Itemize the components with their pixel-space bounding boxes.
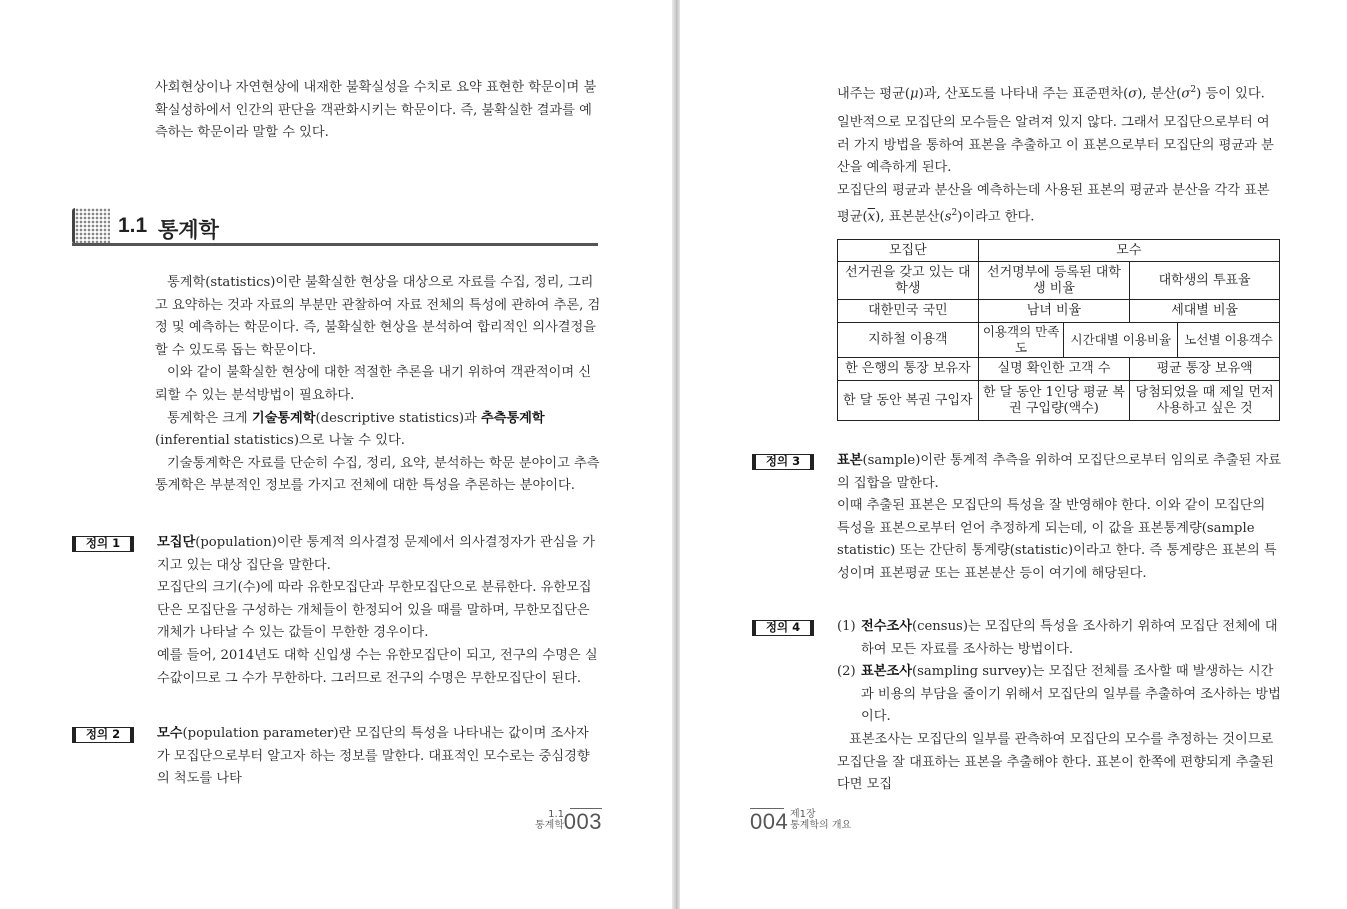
- definition-4-item-2: (2) 표본조사(sampling survey)는 모집단 전체를 조사할 때 발생하는 시간과 비용의 부담을 줄이기 위해서 모집단의 일부를 추출하여 조사하는 방법이다.: [837, 664, 1281, 725]
- definition-2-body: 모수(population parameter)란 모집단의 특성을 나타내는 값이며 조사자가 모집단으로부터 알고자 하는 정보를 말한다. 대표적인 모수로는 중심경향의 척도를 나타: [157, 726, 590, 787]
- paragraph-parameters: 내주는 평균(μ)과, 산포도를 나타내 주는 표준편차(σ), 분산$(\sigma^2)$ 등이 있다.: [837, 85, 1265, 102]
- table-header: 모수: [978, 240, 1279, 262]
- section-rule: [72, 243, 598, 246]
- right-footer: 004 제1장 통계학의 개요: [750, 809, 852, 834]
- paragraph-descriptive: 기술통계학은 자료를 단순히 수집, 정리, 요약, 분석하는 학문 분야이고 추측통계학은 부분적인 정보를 가지고 전체에 대한 특성을 추론하는 분야이다.: [155, 455, 600, 494]
- table-row: 선거권을 갖고 있는 대학생 선거명부에 등록된 대학생 비율 대학생의 투표율: [838, 262, 1280, 300]
- paragraph-unknown: 일반적으로 모집단의 모수들은 알려져 있지 않다. 그래서 모집단으로부터 여러 가지 방법을 통하여 표본을 추출하고 이 표본으로부터 모집단의 평균과 분산을 예측하게 된다.: [837, 114, 1274, 176]
- paragraph-sample-stats: 모집단의 평균과 분산을 예측하는데 사용된 표본의 평균과 분산을 각각 표본평균$(\overline{x})$, 표본분산$(s^2)$이라고 한다.: [837, 182, 1270, 225]
- body-paragraphs: [155, 272, 601, 498]
- section-title: 통계학: [158, 218, 219, 242]
- left-footer: 1.1 통계학 003: [535, 809, 602, 834]
- population-parameter-table: [837, 239, 1280, 421]
- intro-paragraph: 사회현상이나 자연현상에 내재한 불확실성을 수치로 요약 표현한 학문이며 불확실성하에서 인간의 판단을 객관화시키는 학문이다. 즉, 불확실한 결과를 예측하는 학문이라 말할 수 있다.: [155, 80, 597, 141]
- definition-2-term: 모수: [157, 726, 183, 741]
- table-header: 모집단: [838, 240, 979, 262]
- table-row: 대한민국 국민 남녀 비율 세대별 비율: [838, 300, 1280, 323]
- table-header-row: [838, 240, 1280, 262]
- paragraph-branches: 통계학은 크게 기술통계학(descriptive statistics)과 추측통계학(inferential statistics)으로 나눌 수 있다.: [155, 410, 545, 449]
- definition-4-tag: 정의 4: [752, 620, 814, 636]
- table-row: 지하철 이용객 이용객의 만족도 시간대별 이용비율 노선별 이용객수: [838, 323, 1280, 358]
- definition-2-tag: 정의 2: [72, 727, 134, 743]
- definition-3-tag: 정의 3: [752, 454, 814, 470]
- definition-4-item-1: (1) 전수조사(census)는 모집단의 특성을 조사하기 위하여 모집단 전체에 대하여 모든 자료를 조사하는 방법이다.: [837, 619, 1278, 657]
- paragraph-inference: 이와 같이 불확실한 현상에 대한 적절한 추론을 내기 위하여 객관적이며 신뢰할 수 있는 분석방법이 필요하다.: [155, 365, 592, 403]
- right-page-number: 004: [750, 809, 789, 834]
- paragraph-sampling: 표본조사는 모집단의 일부를 관측하여 모집단의 모수를 추정하는 것이므로 모집단을 잘 대표하는 표본을 추출해야 한다. 표본이 한쪽에 편향되게 추출된다면 모집: [837, 732, 1274, 793]
- right-top-paragraphs: [837, 79, 1281, 229]
- definition-1-body: 모집단(population)이란 통계적 의사결정 문제에서 의사결정자가 관심을 가지고 있는 대상 집단을 말한다. 모집단의 크기(수)에 따라 유한모집단과 무한모집단으로 분류한다. 유한모집단은 모집단을 구성하는 개체들이 한정되어 있을 때를 말하며, 무한모집단은 개체가 나타날 수 있는 값들이 무한한 경우이다. 예를 들어, 2014년도 대학 신입생 수는 유한모집단이 되고, 전구의 수명은 실수값이므로 그 수가 무한하다. 그러므로 전구의 수명은 무한모집단이 된다.: [157, 535, 598, 686]
- left-page-number: 003: [563, 809, 602, 834]
- table-row: 한 달 동안 복권 구입자 한 달 동안 1인당 평균 복권 구입량(액수) 당첨되었을 때 제일 먼저 사용하고 싶은 것: [838, 381, 1280, 421]
- definition-4-body: [837, 616, 1281, 729]
- definition-3-term: 표본: [837, 453, 863, 468]
- section-dots-icon: [72, 208, 110, 244]
- definition-3-body: 표본(sample)이란 통계적 추측을 위하여 모집단으로부터 임의로 추출된 자료의 집합을 말한다. 이때 추출된 표본은 모집단의 특성을 잘 반영해야 한다. 이와 같이 모집단의 특성을 표본으로부터 얻어 추정하게 되는데, 이 값을 표본통계량(sample statistic) 또는 간단히 통계량(statistic)이라고 한다. 즉 통계량은 표본의 특성이며 표본평균 또는 표본분산 등이 여기에 해당된다.: [837, 453, 1281, 581]
- definition-1-tag: 정의 1: [72, 536, 134, 552]
- definition-1-term: 모집단: [157, 535, 196, 550]
- section-number: 1.1: [118, 214, 148, 237]
- table-row: 한 은행의 통장 보유자 실명 확인한 고객 수 평균 통장 보유액: [838, 358, 1280, 381]
- paragraph-statistics: 통계학(statistics)이란 불확실한 현상을 대상으로 자료를 수집, 정리, 그리고 요약하는 것과 자료의 부분만 관찰하여 자료 전체의 특성에 관하여 추론, 검정 및 예측하는 학문이다. 즉, 불확실한 현상을 분석하여 합리적인 의사결정을 할 수 있도록 돕는 학문이다.: [155, 275, 601, 358]
- section-heading: [72, 208, 598, 246]
- book-gutter: [672, 0, 680, 909]
